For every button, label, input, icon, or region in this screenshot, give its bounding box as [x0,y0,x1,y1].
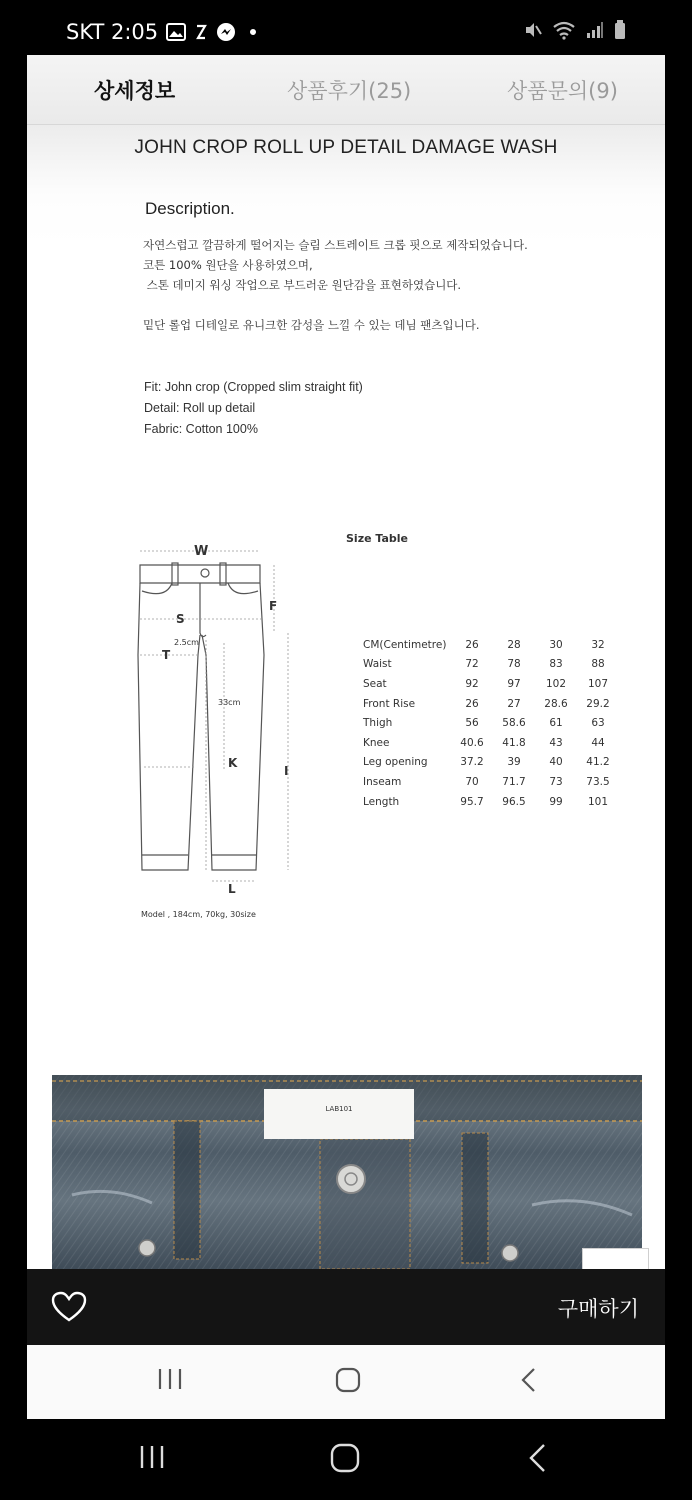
size-header-cell: 26 [465,638,479,651]
gallery-icon [166,23,186,41]
row-value: 44 [591,736,605,749]
heart-icon [51,1291,87,1323]
denim-product-photo [52,1075,642,1269]
photo-tag-label: LAB101 [325,1105,353,1113]
size-table-row [363,655,619,675]
spec-fit: Fit: John crop (Cropped slim straight fit) [144,380,363,394]
size-header-label: CM(Centimetre) [363,638,447,651]
row-value: 72 [465,658,479,671]
tab-detail-info[interactable]: 상세정보 [94,79,176,103]
product-detail-content [27,125,665,1269]
spec-detail: Detail: Roll up detail [144,401,256,415]
row-value: 95.7 [460,795,484,808]
size-table-row [363,713,619,733]
tab-inquiries[interactable]: 상품문의(9) [507,79,618,103]
recent-apps-button[interactable] [157,1367,183,1395]
size-table [363,635,619,811]
row-value: 102 [545,677,567,690]
row-value: 73 [549,775,563,788]
row-value: 70 [465,775,479,788]
diagram-label-i: I [284,764,289,778]
row-value: 27 [507,697,521,710]
row-value: 99 [549,795,563,808]
row-value: 78 [507,658,521,671]
row-value: 71.7 [502,775,526,788]
row-value: 41.2 [586,756,610,769]
size-table-row [363,753,619,773]
battery-icon [614,20,626,44]
size-header-cell: 32 [591,638,605,651]
diagram-label-t: T [162,648,171,662]
row-value: 83 [549,658,563,671]
size-table-row [363,674,619,694]
back-icon [519,1367,537,1393]
diagram-label-w: W [194,544,209,559]
diagram-label-l: L [228,882,236,896]
row-value: 41.8 [502,736,526,749]
browser-nav-bar [27,1345,665,1419]
row-value: 63 [591,717,605,730]
row-value: 101 [587,795,609,808]
size-header-cell: 28 [507,638,521,651]
description-line: 스톤 데미지 워싱 작업으로 부드러운 원단감을 표현하였습니다. [143,278,462,292]
messenger-icon [216,22,236,42]
description-text [143,235,528,335]
notification-dot-icon [250,29,256,35]
row-value: 73.5 [586,775,610,788]
row-value: 56 [465,717,479,730]
size-header-cell: 30 [549,638,563,651]
description-heading: Description. [145,199,235,218]
row-value: 29.2 [586,697,610,710]
back-icon [527,1443,547,1473]
system-nav-bar [0,1419,692,1500]
row-value: 96.5 [502,795,526,808]
size-table-header [363,635,619,655]
wifi-icon [552,20,576,44]
row-value: 39 [507,756,521,769]
spec-fabric: Fabric: Cotton 100% [144,422,258,436]
sync-icon [194,23,208,41]
row-label: Leg opening [363,756,428,769]
spec-list [144,377,363,440]
mute-icon [524,21,542,43]
row-value: 40 [549,756,563,769]
diagram-label-f: F [269,599,278,613]
recent-apps-icon [138,1443,166,1471]
row-value: 61 [549,717,563,730]
carrier-time: SKT 2:05 [66,20,159,44]
model-note: Model , 184cm, 70kg, 30size [141,910,256,919]
size-table-row [363,694,619,714]
row-label: Seat [363,677,387,690]
diagram-length-note: 33cm [218,698,241,707]
row-value: 28.6 [544,697,568,710]
home-button[interactable] [335,1367,361,1397]
size-table-title: Size Table [346,532,408,545]
diagram-label-k: K [228,756,238,770]
description-line: 밑단 롤업 디테일로 유니크한 감성을 느낄 수 있는 데님 팬츠입니다. [143,318,480,332]
description-line: 코튼 100% 원단을 사용하였으며, [143,258,313,272]
row-label: Waist [363,658,392,671]
system-recent-apps-button[interactable] [138,1443,166,1475]
signal-icon [586,21,604,43]
tab-reviews[interactable]: 상품후기(25) [287,79,412,103]
system-back-button[interactable] [527,1443,547,1477]
row-value: 37.2 [460,756,484,769]
product-title: JOHN CROP ROLL UP DETAIL DAMAGE WASH [134,137,558,158]
row-label: Knee [363,736,390,749]
detail-tabs [27,55,665,125]
row-value: 58.6 [502,717,526,730]
wishlist-button[interactable] [51,1291,87,1327]
row-value: 26 [465,697,479,710]
webview [27,55,665,1419]
diagram-label-s: S [176,612,185,626]
home-icon [335,1367,361,1393]
back-button[interactable] [519,1367,537,1397]
row-label: Inseam [363,775,402,788]
size-table-row [363,792,619,812]
description-line: 자연스럽고 깔끔하게 떨어지는 슬림 스트레이트 크롭 핏으로 제작되었습니다. [143,238,528,252]
row-value: 92 [465,677,479,690]
buy-button[interactable]: 구매하기 [557,1297,639,1321]
row-value: 88 [591,658,605,671]
home-icon [330,1443,360,1473]
row-label: Thigh [363,717,393,730]
size-table-row [363,733,619,753]
buy-bar [27,1269,665,1345]
pants-measurement-diagram [132,535,332,910]
recent-apps-icon [157,1367,183,1391]
size-table-row [363,772,619,792]
row-label: Length [363,795,400,808]
row-value: 97 [507,677,521,690]
status-bar [0,0,692,58]
row-value: 107 [587,677,609,690]
row-value: 43 [549,736,563,749]
diagram-rise-note: 2.5cm [174,638,199,647]
system-home-button[interactable] [330,1443,360,1477]
row-label: Front Rise [363,697,416,710]
row-value: 40.6 [460,736,484,749]
